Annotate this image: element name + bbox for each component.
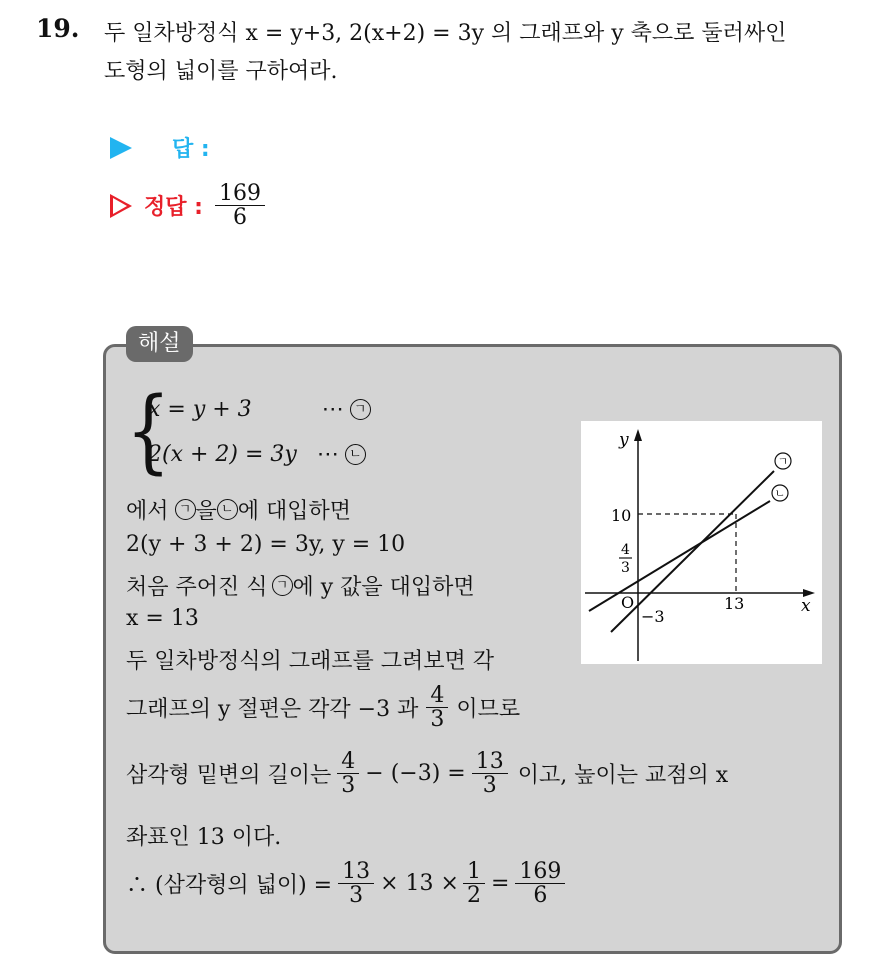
y-axis-arrow-icon <box>634 429 642 441</box>
text-segment: 이므로 <box>456 697 521 723</box>
x-tick-13: 13 <box>724 594 745 613</box>
y-tick-frac-num: 4 <box>621 542 630 558</box>
fraction-denominator: 3 <box>338 883 374 907</box>
line-graph <box>581 421 822 664</box>
problem-text-line-1: 두 일차방정식 x = y+3, 2(x+2) = 3y 의 그래프와 y 축으로 둘러싸인 <box>104 21 787 46</box>
problem-number: 19. <box>36 14 80 43</box>
text-segment: 에 대입하면 <box>237 499 352 524</box>
y-tick-10: 10 <box>611 506 632 525</box>
x-axis-label: x <box>801 596 811 616</box>
text-segment: × 13 × <box>380 871 459 897</box>
circle-mark: ㄱ <box>175 499 196 520</box>
correct-answer-row <box>110 182 267 229</box>
text-segment: = <box>490 871 510 897</box>
solution-line-10: 좌표인 13 이다. <box>126 825 282 850</box>
equation-1-dots: ⋯ <box>321 397 344 422</box>
equation-1-text: x = y + 3 <box>148 397 252 422</box>
fraction-numerator: 13 <box>342 859 371 884</box>
solution-line-4: 2(y + 3 + 2) = 3y, y = 10 <box>126 532 406 557</box>
solution-line-5 <box>126 570 475 601</box>
solution-tab: 해설 <box>126 326 193 362</box>
line-label-1: ㄱ <box>777 455 789 468</box>
solution-line-6: x = 13 <box>126 606 199 631</box>
fraction <box>340 860 372 907</box>
text-segment: 을 <box>195 499 217 524</box>
solution-line-11 <box>126 860 567 907</box>
graph-line-1 <box>611 471 774 632</box>
fraction-numerator: 4 <box>341 749 356 774</box>
problem-text-line-2: 도형의 넓이를 구하여라. <box>104 59 338 84</box>
intercept-label: −3 <box>641 607 665 626</box>
fraction-numerator: 13 <box>475 749 504 774</box>
fraction <box>339 750 357 797</box>
fraction-denominator: 3 <box>337 773 359 797</box>
origin-label: O <box>621 593 635 612</box>
system-brace: { <box>126 377 171 484</box>
fraction-numerator: 4 <box>430 683 445 708</box>
fraction <box>428 684 446 731</box>
hollow-triangle-icon <box>110 194 132 218</box>
text-segment: − (−3) = <box>365 761 466 787</box>
fraction-numerator: 169 <box>218 181 261 206</box>
fraction-numerator: 169 <box>519 859 562 884</box>
answer-label: 답 : <box>172 137 210 162</box>
correct-answer-label: 정답 : <box>144 195 203 221</box>
fraction-denominator: 2 <box>463 883 485 907</box>
fraction-numerator: 1 <box>466 859 481 884</box>
fraction <box>517 860 563 907</box>
solution-line-7: 두 일차방정식의 그래프를 그려보면 각 <box>126 649 495 674</box>
circle-mark: ㄱ <box>272 575 293 596</box>
solution-line-3 <box>126 494 351 525</box>
circle-mark-1: ㄱ <box>350 399 371 420</box>
circle-mark-2: ㄴ <box>345 444 366 465</box>
fraction-denominator: 3 <box>426 707 448 731</box>
equation-2-dots: ⋯ <box>316 442 339 467</box>
solution-line-9 <box>126 750 728 797</box>
text-segment: ∴ (삼각형의 넓이) = <box>126 873 333 899</box>
graph-svg <box>581 421 822 664</box>
equation-1 <box>148 397 371 422</box>
fraction <box>465 860 483 907</box>
text-segment: 삼각형 밑변의 길이는 <box>126 763 332 789</box>
play-triangle-icon <box>110 137 132 159</box>
circle-mark: ㄴ <box>217 499 238 520</box>
text-segment: 처음 주어진 식 <box>126 575 268 600</box>
text-segment: 에 y 값을 대입하면 <box>292 575 475 600</box>
correct-answer-value <box>217 182 263 229</box>
fraction <box>474 750 506 797</box>
fraction-denominator: 3 <box>472 773 508 797</box>
fraction-denominator: 6 <box>215 205 265 229</box>
equation-2-text: 2(x + 2) = 3y <box>148 442 297 467</box>
equation-2 <box>148 442 366 467</box>
solution-line-8 <box>126 684 520 731</box>
text-segment: 그래프의 y 절편은 각각 −3 과 <box>126 697 419 723</box>
y-axis-label: y <box>619 430 629 450</box>
line-label-2: ㄴ <box>774 487 786 500</box>
answer-row <box>110 132 210 163</box>
y-tick-frac-den: 3 <box>621 560 630 576</box>
text-segment: 이고, 높이는 교점의 x <box>517 763 729 789</box>
text-segment: 에서 <box>126 499 169 524</box>
fraction-denominator: 6 <box>515 883 565 907</box>
